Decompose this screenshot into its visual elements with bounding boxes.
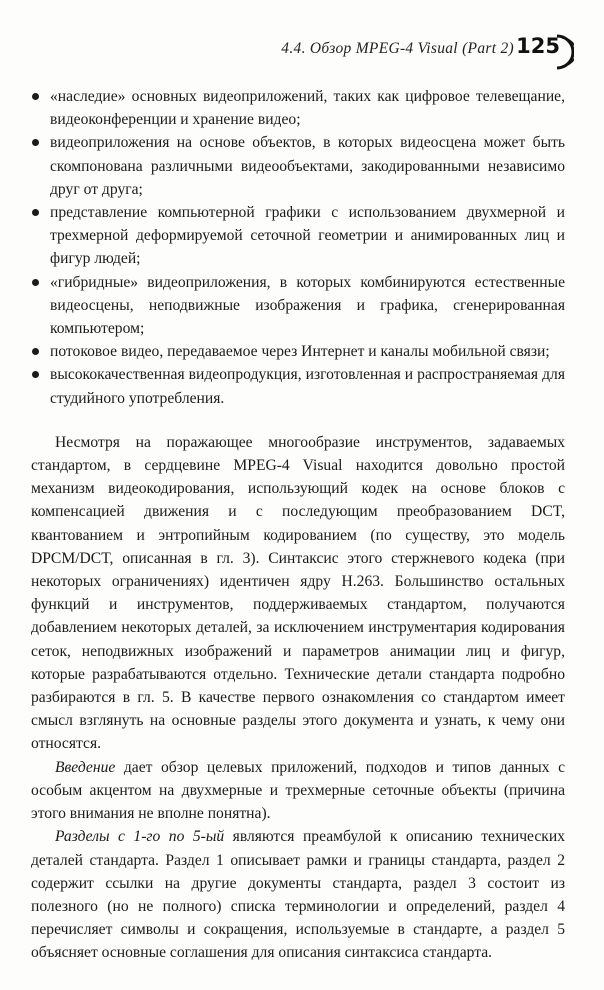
- list-item-text: «наследие» основных видеоприложений, таких как цифровое телевещание, видеоконференции и хранение видео;: [50, 88, 565, 129]
- bullet-icon: [32, 209, 39, 216]
- page-number: 125: [516, 34, 560, 58]
- list-item-text: видеоприложения на основе объектов, в которых видеосцена может быть скомпонована различными видеообъектами, закодированными независимо друг от друга;: [50, 134, 565, 198]
- list-item: [31, 201, 565, 271]
- list-item-text: «гибридные» видеоприложения, в которых комбинируются естественные видеосцены, неподвижные изображения и графика, сгенерированная компьютером;: [50, 273, 565, 338]
- list-item: [31, 340, 565, 363]
- italic-lead: Введение: [55, 758, 116, 776]
- list-item: [31, 131, 565, 201]
- list-item-text: представление компьютерной графики с использованием двухмерной и трехмерной деформируемой сеточной геометрии и анимированных лиц и фигур людей;: [50, 204, 565, 268]
- page-body: [31, 85, 565, 965]
- bullet-icon: [32, 348, 39, 355]
- list-item: [31, 85, 565, 131]
- paragraph-text: являются преамбулой к описанию технических деталей стандарта. Раздел 1 описывает рамки и границы стандарта, раздел 2 содержит ссылки на другие документы стандарта, раздел 3 состоит из полезного (но не полного) списка терминологии и определений, раздел 4 перечисляет символы и сокращения, используемые в стандарте, а раздел 5 объясняет основные соглашения для описания синтаксиса стандарта.: [31, 828, 566, 962]
- running-title: 4.4. Обзор MPEG-4 Visual (Part 2): [281, 40, 514, 57]
- paragraph-introduction: [31, 756, 565, 826]
- paragraph-text: дает обзор целевых приложений, подходов и типов данных с особым акцентом на двухмерные и трехмерные сеточные объекты (причина этого внимания не вполне понятна).: [31, 758, 565, 823]
- list-item: [31, 363, 565, 409]
- paragraph-overview: Несмотря на поражающее многообразие инструментов, задаваемых стандартом, в сердцевине MPEG-4 Visual находится довольно простой механизм видеокодирования, использующий кодек на основе блоков с компенсацией движения и с последующим преобразованием DCT, квантованием и энтропийным кодированием (по существу, это модель DPCM/DCT, описанная в гл. 3). Синтаксис этого стержневого кодека (при некоторых ограничениях) идентичен ядру H.263. Большинство остальных функций и инструментов, поддерживаемых стандартом, получаются добавлением некоторых деталей, за исключением инструментария кодирования сеток, неподвижных изображений и параметров анимации лиц и фигур, которые разрабатываются отдельно. Технические детали стандарта подробно разбираются в гл. 5. В качестве первого ознакомления со стандартом имеет смысл взглянуть на основные разделы этого документа и узнать, к чему они относятся.: [31, 433, 565, 753]
- italic-lead: Разделы с 1-го по 5-ый: [55, 828, 225, 846]
- bullet-icon: [32, 139, 39, 146]
- bullet-icon: [32, 371, 39, 378]
- page-header: [0, 34, 604, 74]
- bullet-icon: [32, 93, 39, 100]
- list-item: [31, 271, 565, 341]
- bullet-list: [31, 85, 565, 410]
- list-item-text: высококачественная видеопродукция, изготовленная и распространяемая для студийного употребления.: [50, 366, 565, 407]
- bullet-icon: [32, 279, 39, 286]
- list-item-text: потоковое видео, передаваемое через Интернет и каналы мобильной связи;: [50, 343, 550, 361]
- page-number-arc-icon: [554, 34, 574, 70]
- paragraph-sections: [31, 825, 565, 964]
